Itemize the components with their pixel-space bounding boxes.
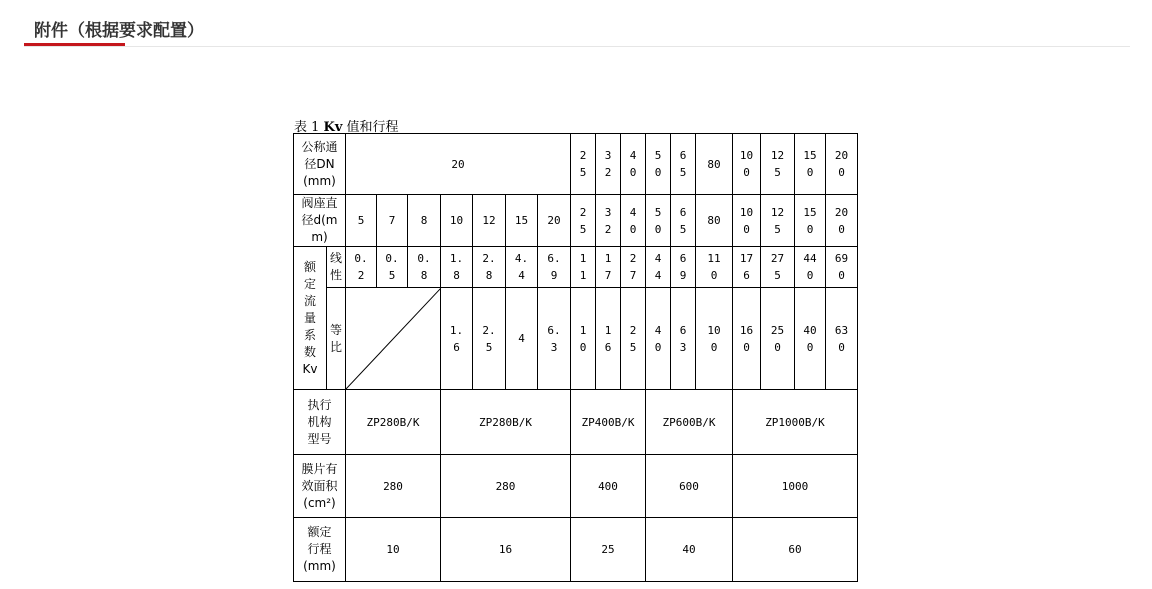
cell-text: 5: [679, 166, 687, 179]
cell-text: 0: [838, 222, 845, 236]
cell-text: 2.: [482, 323, 496, 337]
cell-text: 2: [579, 149, 587, 162]
cell-text: 0: [654, 340, 662, 354]
cell-text: ZP280B/K: [479, 415, 532, 429]
cell-text: 膜片有: [301, 461, 338, 476]
actuator-value: [346, 390, 441, 455]
seat-value: [696, 195, 733, 247]
cell-text: 10: [449, 214, 464, 227]
cell-text: 6.: [547, 252, 561, 265]
stroke-value: [441, 518, 571, 582]
cell-text: 7: [604, 269, 612, 282]
section-header: [24, 14, 1130, 47]
cell-text: 0: [806, 166, 814, 179]
kv-linear-value: [646, 247, 671, 288]
cell-text: 0: [654, 166, 662, 179]
kv-equal-value: [761, 288, 795, 390]
cell-text: 6.: [547, 323, 561, 337]
cell-text: 20: [451, 157, 465, 171]
cell-text: 阀座直: [301, 196, 338, 210]
cell-text: 6: [679, 323, 687, 337]
table-row: [294, 518, 858, 582]
cell-text: 0: [838, 166, 845, 179]
kv-equal-value: [646, 288, 671, 390]
seat-value: [473, 195, 506, 247]
cell-text: 12: [770, 149, 785, 162]
cell-text: 2: [604, 222, 612, 236]
actuator-value: [646, 390, 733, 455]
row-label-actuator: [294, 390, 346, 455]
cell-text: 行程: [307, 542, 332, 556]
cell-text: 6: [743, 269, 750, 282]
cell-text: 0: [629, 166, 637, 179]
kv-linear-value: [408, 247, 441, 288]
cell-text: 0: [774, 340, 781, 354]
cell-text: 6: [604, 340, 612, 354]
table-row: [294, 195, 858, 247]
cell-text: 4: [654, 323, 662, 337]
caption-suffix: 值和行程: [342, 120, 399, 135]
kv-equal-value: [596, 288, 621, 390]
cell-text: 4: [654, 269, 662, 282]
kv-linear-value: [346, 247, 377, 288]
cell-text: 额: [303, 259, 316, 274]
seat-value: [826, 195, 858, 247]
cell-text: 2: [604, 166, 612, 179]
cell-text: 40: [682, 543, 696, 556]
cell-text: 6: [679, 252, 687, 265]
cell-text: 69: [834, 252, 849, 265]
table-row: [294, 247, 858, 288]
row-label-stroke: [294, 518, 346, 582]
cell-text: 4: [629, 205, 637, 219]
seat-value: [795, 195, 826, 247]
cell-text: 6: [453, 340, 460, 354]
kv-equal-value: [826, 288, 858, 390]
cell-text: 5: [579, 222, 587, 236]
cell-text: (mm): [303, 173, 336, 188]
stroke-value: [733, 518, 858, 582]
table-row: [294, 288, 858, 390]
cell-text: 5: [774, 166, 781, 179]
cell-text: 0: [579, 340, 587, 354]
seat-value: [441, 195, 473, 247]
cell-text: 12: [482, 214, 496, 227]
cell-text: 等: [329, 322, 342, 337]
kv-linear-value: [377, 247, 408, 288]
cell-text: 0.: [385, 252, 399, 265]
cell-text: ZP600B/K: [662, 415, 716, 429]
cell-text: 1.: [449, 323, 464, 337]
equal-label: [327, 288, 346, 390]
kv-linear-value: [596, 247, 621, 288]
seat-value: [571, 195, 596, 247]
dn-value-small: [346, 134, 571, 195]
seat-value: [646, 195, 671, 247]
cell-text: 0: [629, 222, 637, 236]
cell-text: 10: [739, 205, 754, 219]
cell-text: 0: [806, 340, 814, 354]
diagonal-line: [346, 288, 441, 389]
kv-equal-value: [506, 288, 538, 390]
dn-value: [826, 134, 858, 195]
dn-value: [696, 134, 733, 195]
kv-linear-value: [571, 247, 596, 288]
cell-text: 40: [803, 323, 817, 337]
cell-text: 8: [420, 269, 428, 282]
table-row: [294, 134, 858, 195]
cell-text: 0: [743, 340, 750, 354]
cell-text: 400: [598, 479, 618, 493]
cell-text: 比: [329, 339, 342, 354]
cell-text: 5: [679, 222, 687, 236]
cell-text: 8: [485, 269, 493, 282]
cell-text: 0.: [354, 252, 368, 265]
row-label-area: [294, 455, 346, 518]
kv-linear-value: [696, 247, 733, 288]
kv-equal-value: [473, 288, 506, 390]
kv-linear-value: [795, 247, 826, 288]
cell-text: 60: [788, 543, 802, 556]
cell-text: 性: [329, 268, 342, 282]
cell-text: 0: [710, 340, 718, 354]
table-row: [294, 455, 858, 518]
cell-text: 0: [838, 340, 845, 354]
section-title: 附件（根据要求配置）: [34, 21, 204, 41]
cell-text: Kv: [302, 361, 318, 376]
cell-text: 执行: [307, 397, 332, 412]
cell-text: 0: [743, 222, 750, 236]
cell-text: 80: [707, 157, 721, 171]
cell-text: 6: [679, 149, 687, 162]
cell-text: 80: [707, 214, 721, 227]
kv-equal-value: [795, 288, 826, 390]
cell-text: 5: [654, 149, 662, 162]
cell-text: 16: [498, 543, 513, 556]
cell-text: 径DN: [304, 156, 335, 171]
cell-text: 0.: [417, 252, 431, 265]
cell-text: 0: [806, 269, 814, 282]
cell-text: 3: [679, 340, 687, 354]
kv-equal-value: [538, 288, 571, 390]
actuator-value: [441, 390, 571, 455]
kv-linear-value: [473, 247, 506, 288]
cell-text: 5: [774, 222, 781, 236]
dn-value: [795, 134, 826, 195]
cell-text: 4: [654, 252, 662, 265]
cell-text: 5: [485, 340, 493, 354]
cell-text: 280: [495, 479, 516, 493]
cell-text: 7: [388, 214, 396, 227]
kv-linear-value: [538, 247, 571, 288]
cell-text: 2: [357, 269, 365, 282]
cell-text: 1: [579, 269, 587, 282]
dn-value: [671, 134, 696, 195]
cell-text: 2: [629, 252, 637, 265]
area-value: [571, 455, 646, 518]
cell-text: 25: [770, 323, 785, 337]
cell-text: 11: [707, 252, 721, 265]
seat-value: [761, 195, 795, 247]
kv-equal-value: [621, 288, 646, 390]
seat-value: [596, 195, 621, 247]
cell-text: 2: [579, 205, 587, 219]
cell-text: 4: [518, 269, 525, 282]
cell-text: 600: [679, 479, 699, 493]
cell-text: 线: [329, 251, 342, 265]
seat-value: [621, 195, 646, 247]
cell-text: ZP400B/K: [581, 415, 635, 429]
cell-text: 0: [654, 222, 662, 236]
kv-linear-value: [621, 247, 646, 288]
cell-text: 定: [303, 276, 316, 291]
cell-text: 1: [579, 252, 587, 265]
title-underline: [24, 43, 125, 46]
cell-text: 3: [604, 149, 612, 162]
seat-value: [733, 195, 761, 247]
cell-text: ZP280B/K: [366, 415, 420, 429]
kv-equal-value: [671, 288, 696, 390]
cell-text: 8: [420, 214, 428, 227]
actuator-value: [571, 390, 646, 455]
kv-linear-value: [506, 247, 538, 288]
cell-text: 0: [806, 222, 814, 236]
cell-text: ZP1000B/K: [765, 415, 825, 429]
area-value: [346, 455, 441, 518]
cell-text: 机构: [307, 414, 332, 429]
kv-equal-value: [441, 288, 473, 390]
cell-text: 公称通: [301, 139, 338, 154]
area-value: [733, 455, 858, 518]
cell-text: 系: [303, 327, 316, 342]
cell-text: 20: [834, 149, 849, 162]
cell-text: 20: [834, 205, 849, 219]
cell-text: 6: [679, 205, 687, 219]
kv-equal-value: [733, 288, 761, 390]
seat-value: [506, 195, 538, 247]
stroke-value: [646, 518, 733, 582]
dn-value: [646, 134, 671, 195]
dn-value: [596, 134, 621, 195]
cell-text: 2: [629, 323, 637, 337]
linear-label: [327, 247, 346, 288]
cell-text: 0: [743, 166, 750, 179]
dn-value: [571, 134, 596, 195]
row-label-seat: [294, 195, 346, 247]
actuator-value: [733, 390, 858, 455]
cell-text: 9: [679, 269, 687, 282]
cell-text: 1: [604, 323, 612, 337]
cell-text: 8: [453, 269, 460, 282]
kv-linear-value: [826, 247, 858, 288]
cell-text: 10: [707, 323, 721, 337]
cell-text: 17: [739, 252, 754, 265]
seat-value: [377, 195, 408, 247]
cell-text: 2.: [482, 252, 496, 265]
cell-text: 数: [303, 344, 316, 359]
cell-text: 0: [710, 269, 718, 282]
cell-text: (cm²): [303, 495, 336, 510]
stroke-value: [346, 518, 441, 582]
row-label-dn: [294, 134, 346, 195]
cell-text: 型号: [307, 431, 332, 446]
cell-text: 20: [547, 214, 561, 227]
cell-text: 额定: [307, 525, 332, 539]
cell-text: 1: [579, 323, 587, 337]
row-label-kv: [294, 247, 327, 390]
cell-text: 效面积: [301, 478, 338, 493]
cell-text: 流: [303, 293, 316, 308]
stroke-value: [571, 518, 646, 582]
cell-text: 5: [654, 205, 662, 219]
cell-text: 3: [604, 205, 612, 219]
dn-value: [733, 134, 761, 195]
area-value: [646, 455, 733, 518]
cell-text: 16: [739, 323, 754, 337]
cell-text: 3: [550, 340, 558, 354]
kv-linear-value: [733, 247, 761, 288]
cell-text: 5: [774, 269, 781, 282]
diagonal-empty-cell: [346, 288, 441, 390]
caption-prefix: 表 1: [294, 120, 324, 135]
cell-text: 12: [770, 205, 785, 219]
cell-text: 1000: [781, 479, 809, 493]
cell-text: 15: [514, 214, 529, 227]
seat-value: [346, 195, 377, 247]
cell-text: 10: [386, 543, 400, 556]
cell-text: 280: [383, 479, 403, 493]
cell-text: (mm): [303, 559, 336, 573]
cell-text: 15: [803, 205, 817, 219]
cell-text: 5: [357, 214, 365, 227]
seat-value: [671, 195, 696, 247]
cell-text: 27: [770, 252, 785, 265]
seat-value: [538, 195, 571, 247]
cell-text: 4.: [514, 252, 529, 265]
table-row: [294, 390, 858, 455]
dn-value: [621, 134, 646, 195]
caption-bold: Kv: [323, 120, 343, 135]
dn-value: [761, 134, 795, 195]
cell-text: 5: [388, 269, 396, 282]
kv-linear-value: [761, 247, 795, 288]
kv-linear-value: [671, 247, 696, 288]
cell-text: 1.: [449, 252, 464, 265]
kv-equal-value: [571, 288, 596, 390]
cell-text: 63: [834, 323, 849, 337]
kv-linear-value: [441, 247, 473, 288]
kv-table: [293, 133, 858, 582]
cell-text: 4: [629, 149, 637, 162]
cell-text: 4: [518, 332, 525, 345]
cell-text: 0: [838, 269, 845, 282]
cell-text: 5: [579, 166, 587, 179]
cell-text: 7: [629, 269, 637, 282]
cell-text: 10: [739, 149, 754, 162]
cell-text: 9: [550, 269, 558, 282]
cell-text: 5: [629, 340, 637, 354]
cell-text: 15: [803, 149, 817, 162]
seat-value: [408, 195, 441, 247]
cell-text: 量: [303, 310, 316, 325]
area-value: [441, 455, 571, 518]
cell-text: 25: [601, 543, 615, 556]
kv-equal-value: [696, 288, 733, 390]
cell-text: 径d(mm): [301, 213, 338, 244]
cell-text: 1: [604, 252, 612, 265]
cell-text: 44: [803, 252, 817, 265]
